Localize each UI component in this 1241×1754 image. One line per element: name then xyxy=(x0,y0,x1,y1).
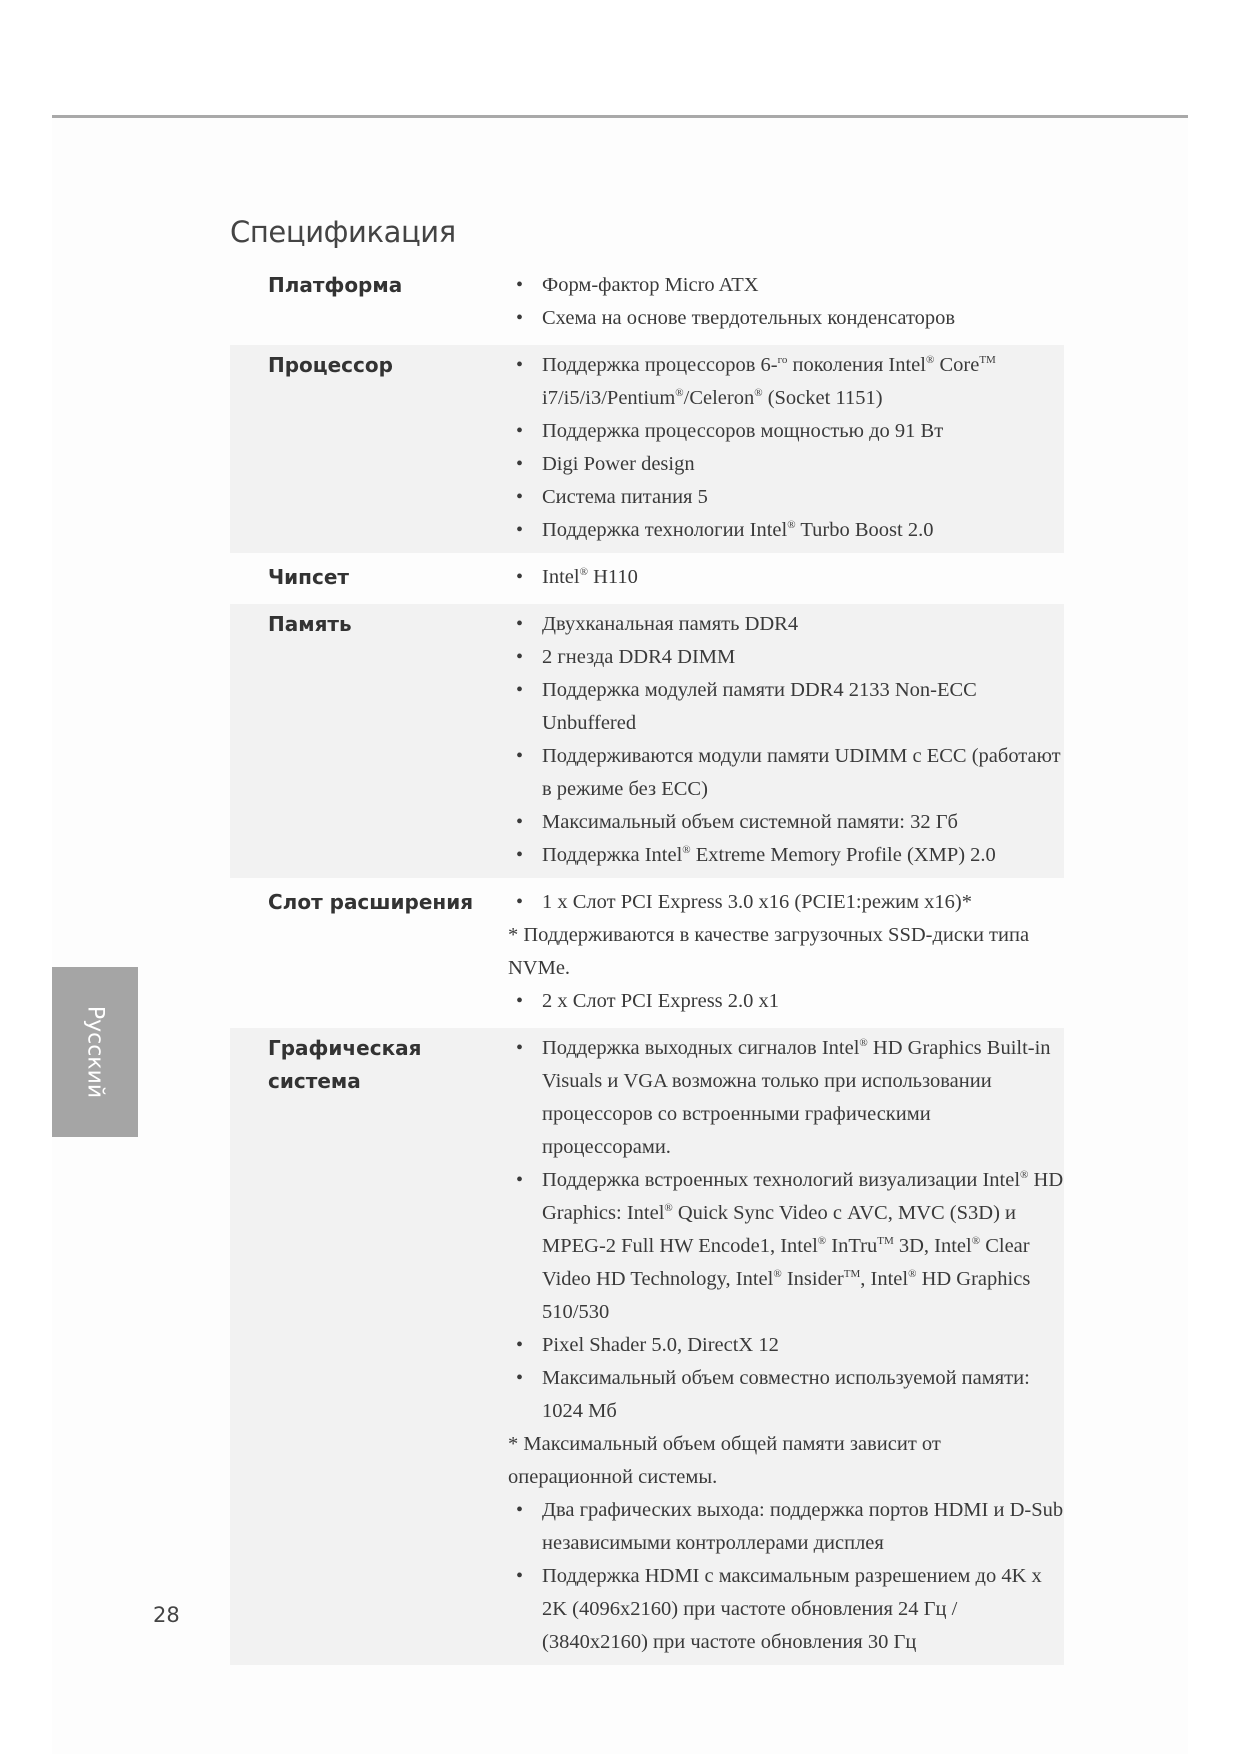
spec-bullet: • Поддержка процессоров мощностью до 91 Вт xyxy=(508,415,1064,448)
spec-label: Слот расширения xyxy=(268,890,474,914)
spec-label: Процессор xyxy=(268,353,393,377)
spec-row-processor xyxy=(230,345,1064,553)
spec-content xyxy=(508,886,1064,1018)
spec-bullet: • Поддерживаются модули памяти UDIMM с ECC (работают в режиме без ECC) xyxy=(508,740,1064,806)
spec-bullet: • Поддержка встроенных технологий визуализации Intel® HD Graphics: Intel® Quick Sync Video с AVC, MVC (S3D) и MPEG-2 Full HW Encode1, Intel® InTru™ 3D, Intel® Clear Video HD Technology, Intel® Insider™, Intel® HD Graphics 510/530 xyxy=(508,1164,1064,1329)
spec-table xyxy=(230,265,1064,1669)
spec-content xyxy=(508,561,1064,594)
spec-label: Память xyxy=(268,612,352,636)
spec-bullet: • 1 x Слот PCI Express 3.0 x16 (PCIE1:режим x16)* xyxy=(508,886,1064,919)
spec-label: Графическая система xyxy=(268,1036,422,1093)
spec-label: Платформа xyxy=(268,273,403,297)
spec-bullet: • Pixel Shader 5.0, DirectX 12 xyxy=(508,1329,1064,1362)
spec-content xyxy=(508,349,1064,547)
spec-row-expansion-slot xyxy=(230,882,1064,1024)
language-tab xyxy=(52,967,138,1137)
spec-bullet: • 2 гнезда DDR4 DIMM xyxy=(508,641,1064,674)
spec-content xyxy=(508,608,1064,872)
spec-bullet: • Система питания 5 xyxy=(508,481,1064,514)
spec-bullet: • Поддержка модулей памяти DDR4 2133 Non-ECC Unbuffered xyxy=(508,674,1064,740)
spec-row-chipset xyxy=(230,557,1064,600)
spec-bullet: • Максимальный объем совместно используемой памяти: 1024 Мб xyxy=(508,1362,1064,1428)
spec-content xyxy=(508,269,1064,335)
spec-bullet: • Поддержка выходных сигналов Intel® HD Graphics Built-in Visuals и VGA возможна только при использовании процессоров со встроенными графическими процессорами. xyxy=(508,1032,1064,1164)
spec-row-graphics xyxy=(230,1028,1064,1665)
spec-row-memory xyxy=(230,604,1064,878)
page-title: Спецификация xyxy=(230,215,456,249)
spec-row-platform xyxy=(230,265,1064,341)
spec-bullet: • 2 x Слот PCI Express 2.0 x1 xyxy=(508,985,1064,1018)
page-number: 28 xyxy=(153,1603,180,1627)
spec-bullet: • Двухканальная память DDR4 xyxy=(508,608,1064,641)
language-tab-label: Русский xyxy=(82,1005,108,1099)
spec-bullet: • Поддержка технологии Intel® Turbo Boost 2.0 xyxy=(508,514,1064,547)
spec-note: * Максимальный объем общей памяти зависит от операционной системы. xyxy=(508,1433,941,1488)
spec-label: Чипсет xyxy=(268,565,350,589)
spec-bullet: • Intel® H110 xyxy=(508,561,1064,594)
spec-bullet: • Поддержка процессоров 6-$^{го}$ поколения Intel® Core™ i7/i5/i3/Pentium®/Celeron® (Socket 1151) xyxy=(508,349,1064,415)
spec-bullet: • Максимальный объем системной памяти: 32 Гб xyxy=(508,806,1064,839)
spec-content xyxy=(508,1032,1064,1659)
top-rule xyxy=(52,115,1188,118)
spec-bullet: • Схема на основе твердотельных конденсаторов xyxy=(508,302,1064,335)
spec-bullet: • Форм-фактор Micro ATX xyxy=(508,269,1064,302)
spec-bullet: • Поддержка HDMI с максимальным разрешением до 4K x 2K (4096x2160) при частоте обновления 24 Гц / (3840x2160) при частоте обновления 30 Гц xyxy=(508,1560,1064,1659)
spec-bullet: • Digi Power design xyxy=(508,448,1064,481)
spec-bullet: • Два графических выхода: поддержка портов HDMI и D-Sub независимыми контроллерами дисплея xyxy=(508,1494,1064,1560)
spec-bullet: • Поддержка Intel® Extreme Memory Profile (XMP) 2.0 xyxy=(508,839,1064,872)
spec-note: * Поддерживаются в качестве загрузочных SSD-диски типа NVMe. xyxy=(508,924,1030,979)
